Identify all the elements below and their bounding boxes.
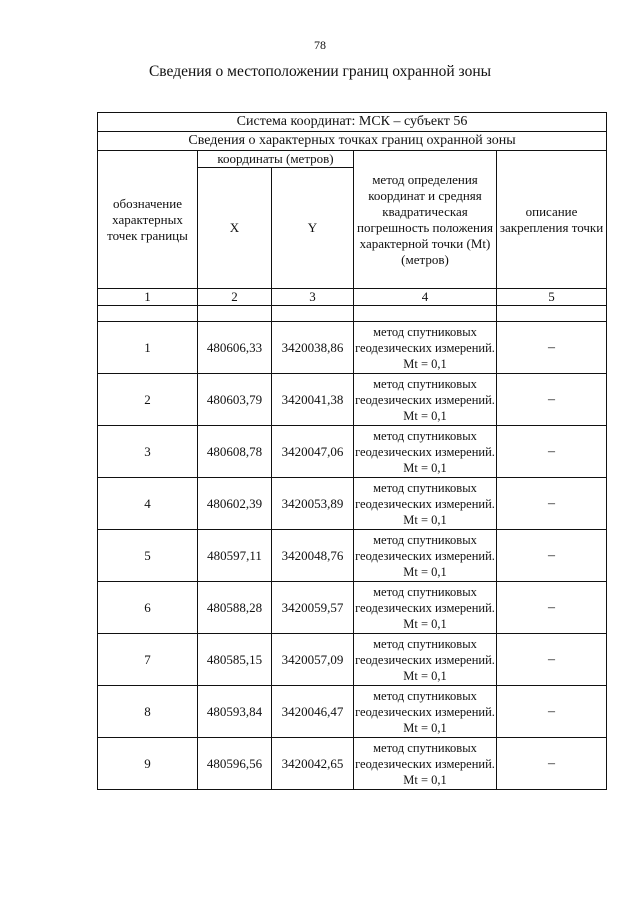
table-row xyxy=(98,582,607,634)
header-designation: обозначение характерных точек границы xyxy=(98,151,198,289)
cell-x: 480608,78 xyxy=(198,426,272,478)
table-row xyxy=(98,426,607,478)
points-info-row: Сведения о характерных точках границ охранной зоны xyxy=(98,132,607,151)
cell-description: – xyxy=(497,686,607,738)
cell-description: – xyxy=(497,634,607,686)
cell-y: 3420041,38 xyxy=(272,374,354,426)
cell-y: 3420059,57 xyxy=(272,582,354,634)
cell-point: 7 xyxy=(98,634,198,686)
table-row xyxy=(98,530,607,582)
cell-y: 3420057,09 xyxy=(272,634,354,686)
cell-description: – xyxy=(497,322,607,374)
cell-y: 3420038,86 xyxy=(272,322,354,374)
header-coordinates: координаты (метров) xyxy=(198,151,354,168)
cell-description: – xyxy=(497,426,607,478)
header-x: X xyxy=(198,168,272,289)
cell-point: 4 xyxy=(98,478,198,530)
cell-x: 480597,11 xyxy=(198,530,272,582)
page-number: 78 xyxy=(314,38,326,52)
table-row xyxy=(98,738,607,790)
cell-y: 3420042,65 xyxy=(272,738,354,790)
cell-description: – xyxy=(497,478,607,530)
cell-description: – xyxy=(497,738,607,790)
cell-description: – xyxy=(497,530,607,582)
header-description: описание закрепления точки xyxy=(497,151,607,289)
cell-point: 8 xyxy=(98,686,198,738)
cell-method: метод спутниковых геодезических измерений. Mt = 0,1 xyxy=(354,634,497,686)
table-row xyxy=(98,374,607,426)
cell-method: метод спутниковых геодезических измерений. Mt = 0,1 xyxy=(354,582,497,634)
coordinate-system-row: Система координат: МСК – субъект 56 xyxy=(98,113,607,132)
cell-y: 3420047,06 xyxy=(272,426,354,478)
boundary-points-table xyxy=(97,112,607,790)
cell-x: 480585,15 xyxy=(198,634,272,686)
header-y: Y xyxy=(272,168,354,289)
cell-method: метод спутниковых геодезических измерений. Mt = 0,1 xyxy=(354,530,497,582)
cell-point: 2 xyxy=(98,374,198,426)
cell-method: метод спутниковых геодезических измерений. Mt = 0,1 xyxy=(354,426,497,478)
cell-point: 3 xyxy=(98,426,198,478)
document-title: Сведения о местоположении границ охранной зоны xyxy=(148,63,492,80)
cell-method: метод спутниковых геодезических измерений. Mt = 0,1 xyxy=(354,322,497,374)
cell-y: 3420053,89 xyxy=(272,478,354,530)
cell-x: 480593,84 xyxy=(198,686,272,738)
cell-description: – xyxy=(497,374,607,426)
cell-description: – xyxy=(497,582,607,634)
column-number: 1 xyxy=(98,289,198,306)
cell-x: 480606,33 xyxy=(198,322,272,374)
cell-method: метод спутниковых геодезических измерений. Mt = 0,1 xyxy=(354,478,497,530)
cell-x: 480596,56 xyxy=(198,738,272,790)
table-row xyxy=(98,686,607,738)
cell-point: 1 xyxy=(98,322,198,374)
blank-row xyxy=(98,306,607,322)
column-number: 5 xyxy=(497,289,607,306)
cell-method: метод спутниковых геодезических измерений. Mt = 0,1 xyxy=(354,686,497,738)
table-row xyxy=(98,322,607,374)
cell-x: 480602,39 xyxy=(198,478,272,530)
cell-y: 3420048,76 xyxy=(272,530,354,582)
cell-point: 9 xyxy=(98,738,198,790)
table-row xyxy=(98,478,607,530)
table-row xyxy=(98,634,607,686)
cell-x: 480588,28 xyxy=(198,582,272,634)
cell-method: метод спутниковых геодезических измерений. Mt = 0,1 xyxy=(354,738,497,790)
column-number: 4 xyxy=(354,289,497,306)
cell-point: 6 xyxy=(98,582,198,634)
cell-point: 5 xyxy=(98,530,198,582)
header-method: метод определения координат и средняя квадратическая погрешность положения характерной точки (Mt) (метров) xyxy=(354,151,497,289)
column-number: 2 xyxy=(198,289,272,306)
column-number: 3 xyxy=(272,289,354,306)
cell-y: 3420046,47 xyxy=(272,686,354,738)
cell-method: метод спутниковых геодезических измерений. Mt = 0,1 xyxy=(354,374,497,426)
cell-x: 480603,79 xyxy=(198,374,272,426)
